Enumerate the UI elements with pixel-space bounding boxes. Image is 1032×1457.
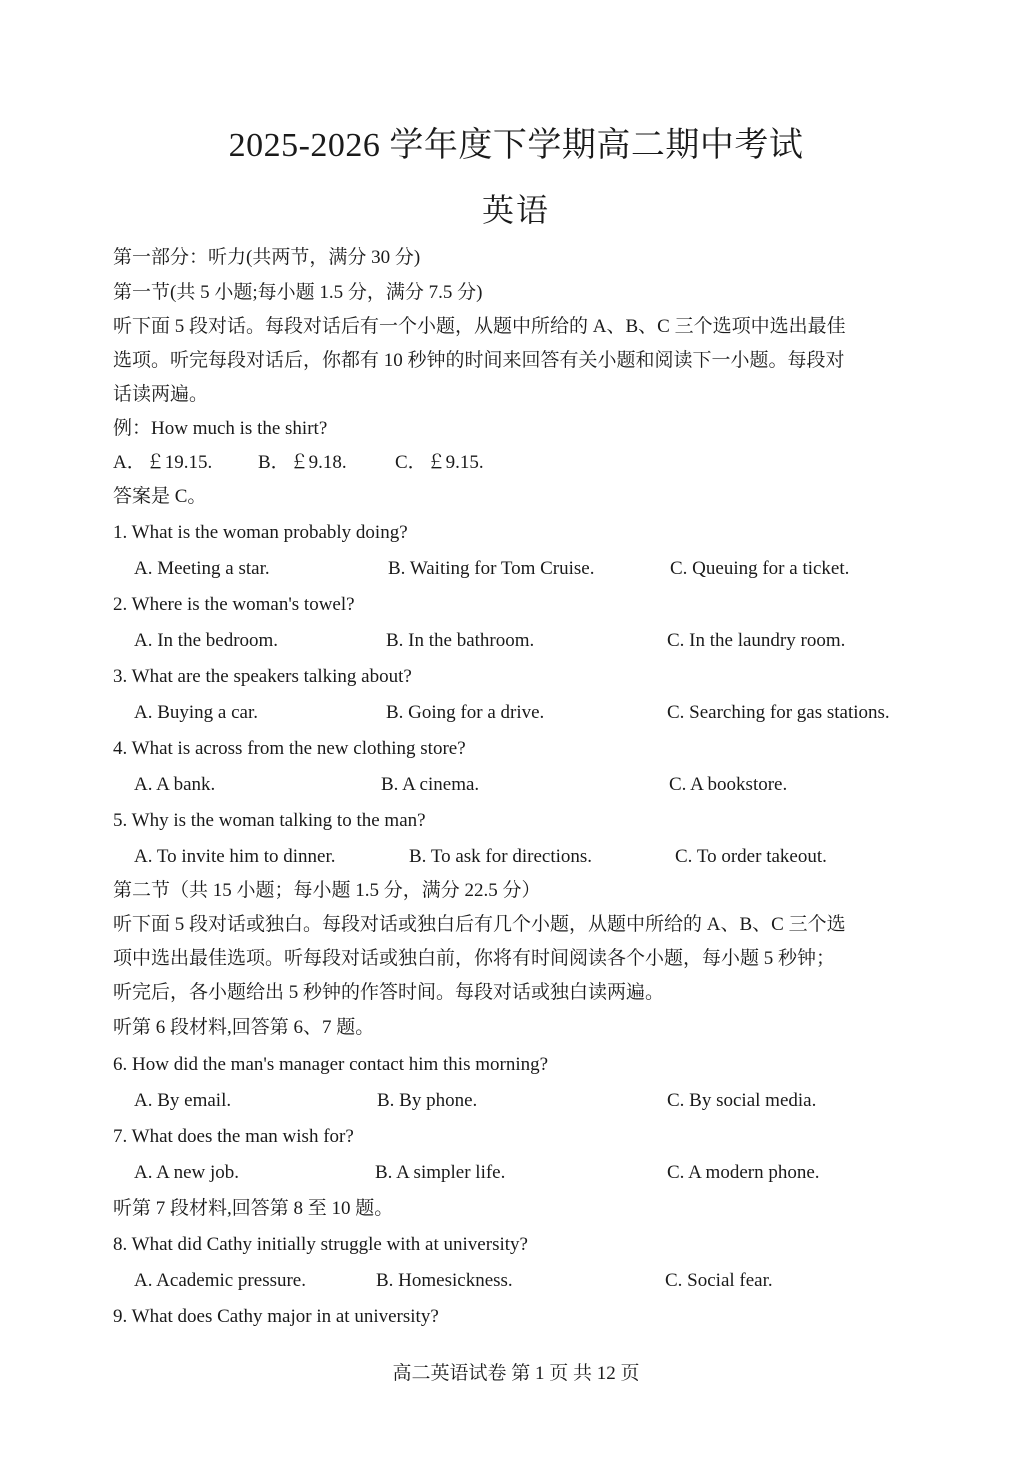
exam-title: 2025-2026 学年度下学期高二期中考试 [228,127,804,164]
question-text: 5. Why is the woman talking to the man? [113,810,426,831]
option-a: A. A new job. [134,1162,240,1183]
option-b: B. By phone. [377,1090,478,1111]
option-b: B. Homesickness. [376,1270,513,1291]
question-text: 9. What does Cathy major in at university? [113,1306,439,1327]
section2-instruction-line: 项中选出最佳选项。听每段对话或独白前，你将有时间阅读各个小题，每小题 5 秒钟； [113,948,836,969]
option-a: A. Buying a car. [134,702,259,723]
question-text: 4. What is across from the new clothing store? [113,738,466,759]
example-option-c: C．￡9.15. [395,452,484,473]
question-text: 3. What are the speakers talking about? [113,666,412,687]
option-c: C. Searching for gas stations. [667,702,890,723]
material-6-note: 听第 6 段材料,回答第 6、7 题。 [113,1017,375,1038]
section1-instruction-line: 话读两遍。 [113,384,209,405]
section1-instruction-line: 听下面 5 段对话。每段对话后有一个小题，从题中所给的 A、B、C 三个选项中选出最佳 [113,316,846,337]
example-answer: 答案是 C。 [113,486,207,507]
section2-instruction-line: 听完后，各小题给出 5 秒钟的作答时间。每段对话或独白读两遍。 [113,982,665,1003]
option-c: C. By social media. [667,1090,817,1111]
option-b: B. Going for a drive. [386,702,545,723]
option-b: B. A simpler life. [375,1162,506,1183]
question-text: 6. How did the man's manager contact him this morning? [113,1054,549,1075]
subject-title: 英语 [481,192,550,228]
example-option-a: A．￡19.15. [113,452,213,473]
option-b: B. In the bathroom. [386,630,535,651]
option-b: B. To ask for directions. [409,846,593,867]
material-7-note: 听第 7 段材料,回答第 8 至 10 题。 [113,1198,394,1219]
option-c: C. Queuing for a ticket. [670,558,850,579]
option-a: A. To invite him to dinner. [134,846,336,867]
option-b: B. A cinema. [381,774,480,795]
question-text: 2. Where is the woman's towel? [113,594,355,615]
option-c: C. Social fear. [665,1270,773,1291]
part1-heading: 第一部分：听力(共两节，满分 30 分) [113,247,421,268]
option-c: C. In the laundry room. [667,630,846,651]
question-text: 7. What does the man wish for? [113,1126,354,1147]
option-a: A. Academic pressure. [134,1270,306,1291]
section1-heading: 第一节(共 5 小题;每小题 1.5 分，满分 7.5 分) [113,282,483,303]
page-footer: 高二英语试卷 第 1 页 共 12 页 [392,1363,640,1384]
section1-instruction-line: 选项。听完每段对话后，你都有 10 秒钟的时间来回答有关小题和阅读下一小题。每段对 [113,350,845,371]
option-c: C. A bookstore. [669,774,788,795]
option-a: A. A bank. [134,774,216,795]
section2-instruction-line: 听下面 5 段对话或独白。每段对话或独白后有几个小题，从题中所给的 A、B、C 三个选 [113,914,846,935]
option-a: A. By email. [134,1090,232,1111]
option-a: A. Meeting a star. [134,558,270,579]
option-b: B. Waiting for Tom Cruise. [388,558,595,579]
option-c: C. To order takeout. [675,846,827,867]
option-c: C. A modern phone. [667,1162,820,1183]
section2-heading: 第二节（共 15 小题；每小题 1.5 分，满分 22.5 分） [113,880,541,901]
question-text: 8. What did Cathy initially struggle with at university? [113,1234,528,1255]
example-option-b: B．￡9.18. [258,452,347,473]
question-text: 1. What is the woman probably doing? [113,522,408,543]
option-a: A. In the bedroom. [134,630,279,651]
example-question: 例：How much is the shirt? [113,418,328,439]
